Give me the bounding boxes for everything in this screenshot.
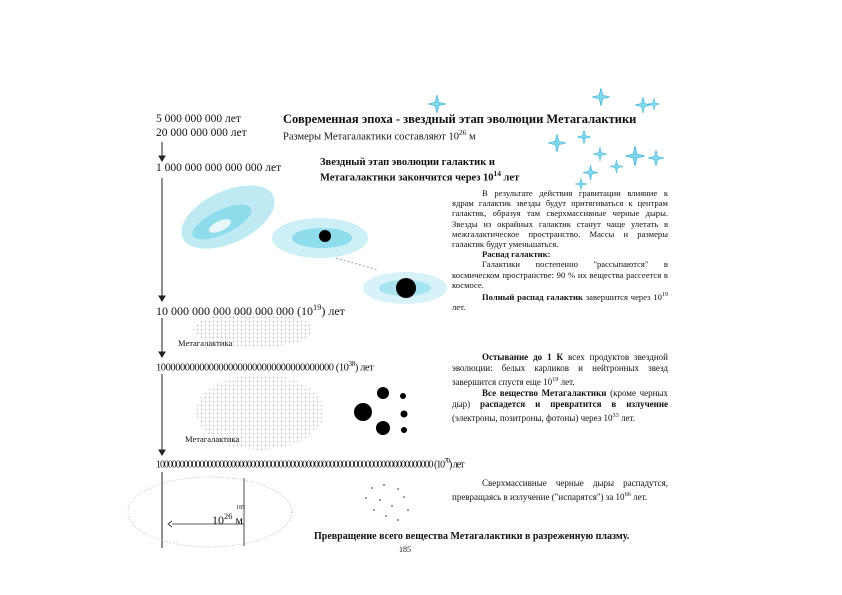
final-state: Превращение всего вещества Метагалактики в разреженную плазму. (314, 531, 630, 542)
timeline-arrows (159, 142, 165, 548)
galaxy-images (172, 172, 447, 304)
axis-tick: 185 (236, 505, 245, 511)
time-5e9: 5 000 000 000 лет (156, 113, 241, 125)
stage-line-2: Метагалактики закончится через $10^{14}$ лет (320, 169, 520, 184)
time-1e70: 1000000000000000000000000000000000000000000000000000000000000000000000 $(10^{70})$ лет (156, 457, 464, 471)
metagalaxy-label-2: Метагалактика (185, 434, 240, 444)
text-block-galaxy-decay: В результате действия гравитации влияние к ядрам галактик звезды будут притягиваться к центрам галактик, образуя там сверхмассивные черные дыры. Звезды из окрайных галактик станут чаще улетать в межгалактическое пространство. Массы и размеры галактик будут уменьшаться. Распад галактик: Галактики постепенно "рассыпаются" в космическом пространстве: 90 % их вещества рассеется в космосе. Полный распад галактик завершится через $10^{19}$ лет. (452, 188, 668, 313)
radius-label: $10^{26}$ м (212, 512, 243, 527)
text-block-black-holes: Сверхмассивные черные дыры распадутся, превращаясь в излучение ("испарятся") за $10^{66}$ лет. (452, 478, 668, 502)
metagalaxy-label-1: Метагалактика (178, 338, 233, 348)
page-title: Современная эпоха - звездный этап эволюции Метагалактики (283, 112, 637, 126)
metagalaxy-size: Размеры Метагалактики составляют $10^{26}$ м (283, 128, 476, 143)
evaporation-dots (365, 484, 409, 521)
black-holes (354, 387, 408, 435)
time-1e38: 1000000000000000000000000000000000000 $(10^{38})$ лет (156, 359, 374, 374)
stage-line-1: Звездный этап эволюции галактик и (320, 157, 495, 168)
time-1e19: 10 000 000 000 000 000 000 $(10^{19})$ лет (156, 303, 345, 318)
time-2e10: 20 000 000 000 лет (156, 127, 247, 139)
time-1e15: 1 000 000 000 000 000 лет (156, 162, 282, 174)
page-number: 185 (399, 545, 411, 554)
text-block-cooling: Остывание до 1 К всех продуктов звездной эволюции: белых карликов и нейтронных звезд завершится спустя еще $10^{19}$ лет. Все вещество Метагалактики (кроме черных дыр) распадется и превратится в излучение (электроны, позитроны, фотоны) через $10^{33}$ лет. (452, 352, 669, 423)
